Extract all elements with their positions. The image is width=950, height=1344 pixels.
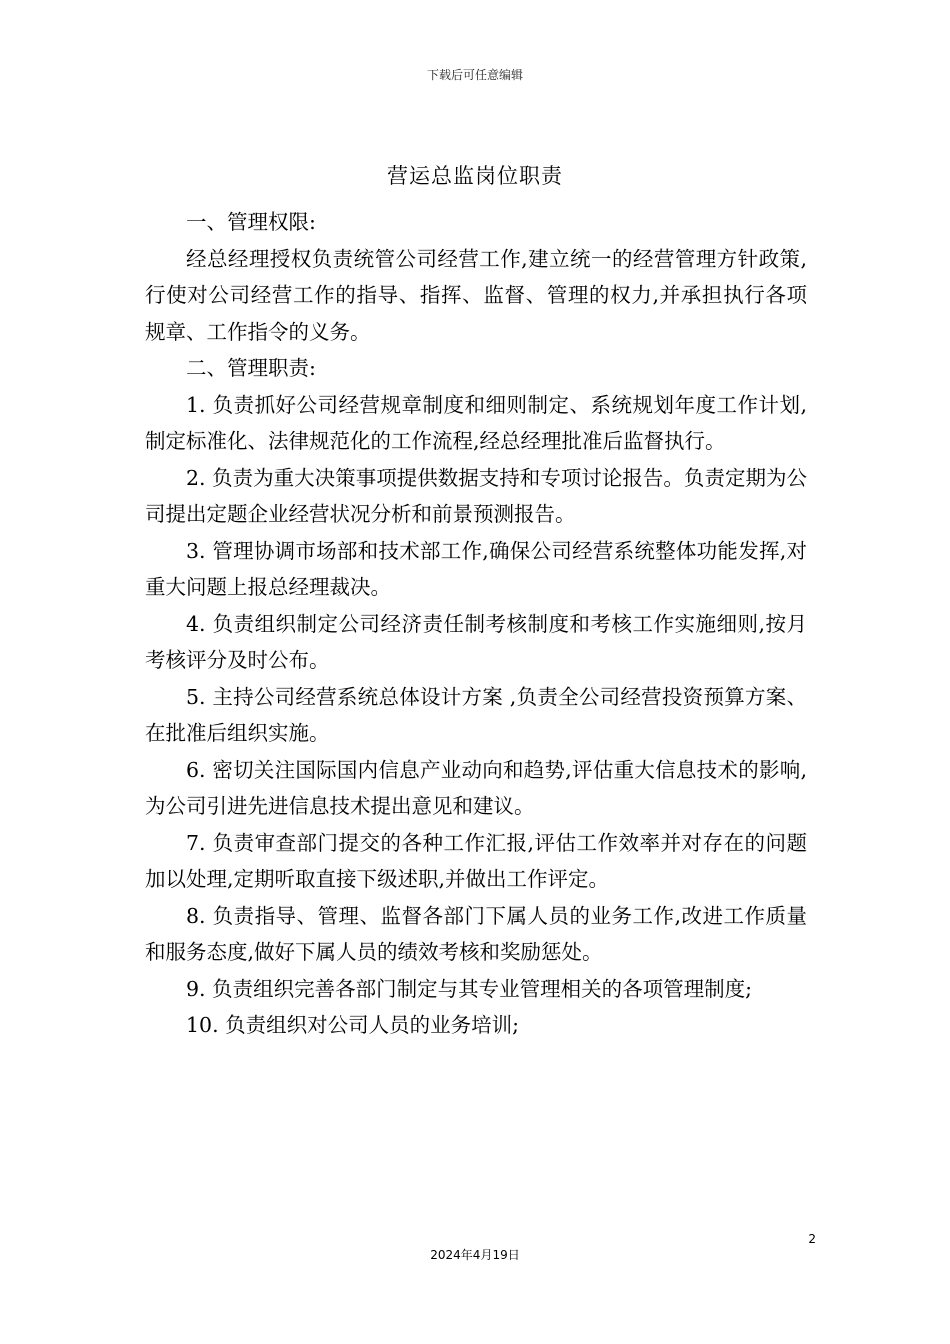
section-heading-duties: 二、管理职责: bbox=[186, 356, 316, 380]
duty-item: 3. 管理协调市场部和技术部工作,确保公司经营系统整体功能发挥,对重大问题上报总经理裁决。 bbox=[145, 538, 807, 599]
header-note: 下载后可任意编辑 bbox=[426, 68, 523, 82]
duty-item: 1. 负责抓好公司经营规章制度和细则制定、系统规划年度工作计划,制定标准化、法律规范化的工作流程,经总经理批准后监督执行。 bbox=[145, 392, 807, 453]
document-title: 营运总监岗位职责 bbox=[387, 164, 563, 188]
footer-date: 2024年4月19日 bbox=[430, 1248, 520, 1262]
paragraph: 经总经理授权负责统管公司经营工作,建立统一的经营管理方针政策,行使对公司经营工作的指导、指挥、监督、管理的权力,并承担执行各项规章、工作指令的义务。 bbox=[145, 246, 807, 344]
duty-item: 7. 负责审查部门提交的各种工作汇报,评估工作效率并对存在的问题加以处理,定期听取直接下级述职,并做出工作评定。 bbox=[145, 830, 807, 891]
duty-item: 10. 负责组织对公司人员的业务培训; bbox=[186, 1013, 520, 1037]
duty-item: 2. 负责为重大决策事项提供数据支持和专项讨论报告。负责定期为公司提出定题企业经营状况分析和前景预测报告。 bbox=[145, 465, 807, 526]
document-body bbox=[145, 204, 807, 1044]
duty-item: 6. 密切关注国际国内信息产业动向和趋势,评估重大信息技术的影响,为公司引进先进信息技术提出意见和建议。 bbox=[145, 757, 807, 818]
duty-item: 9. 负责组织完善各部门制定与其专业管理相关的各项管理制度; bbox=[186, 976, 752, 1001]
page-number: 2 bbox=[808, 1232, 816, 1246]
section-heading-permissions: 一、管理权限: bbox=[186, 210, 316, 234]
duty-item: 8. 负责指导、管理、监督各部门下属人员的业务工作,改进工作质量和服务态度,做好下属人员的绩效考核和奖励惩处。 bbox=[145, 903, 807, 964]
duty-item: 5. 主持公司经营系统总体设计方案 ,负责全公司经营投资预算方案、在批准后组织实施。 bbox=[145, 684, 807, 745]
duty-item: 4. 负责组织制定公司经济责任制考核制度和考核工作实施细则,按月考核评分及时公布。 bbox=[145, 611, 807, 672]
